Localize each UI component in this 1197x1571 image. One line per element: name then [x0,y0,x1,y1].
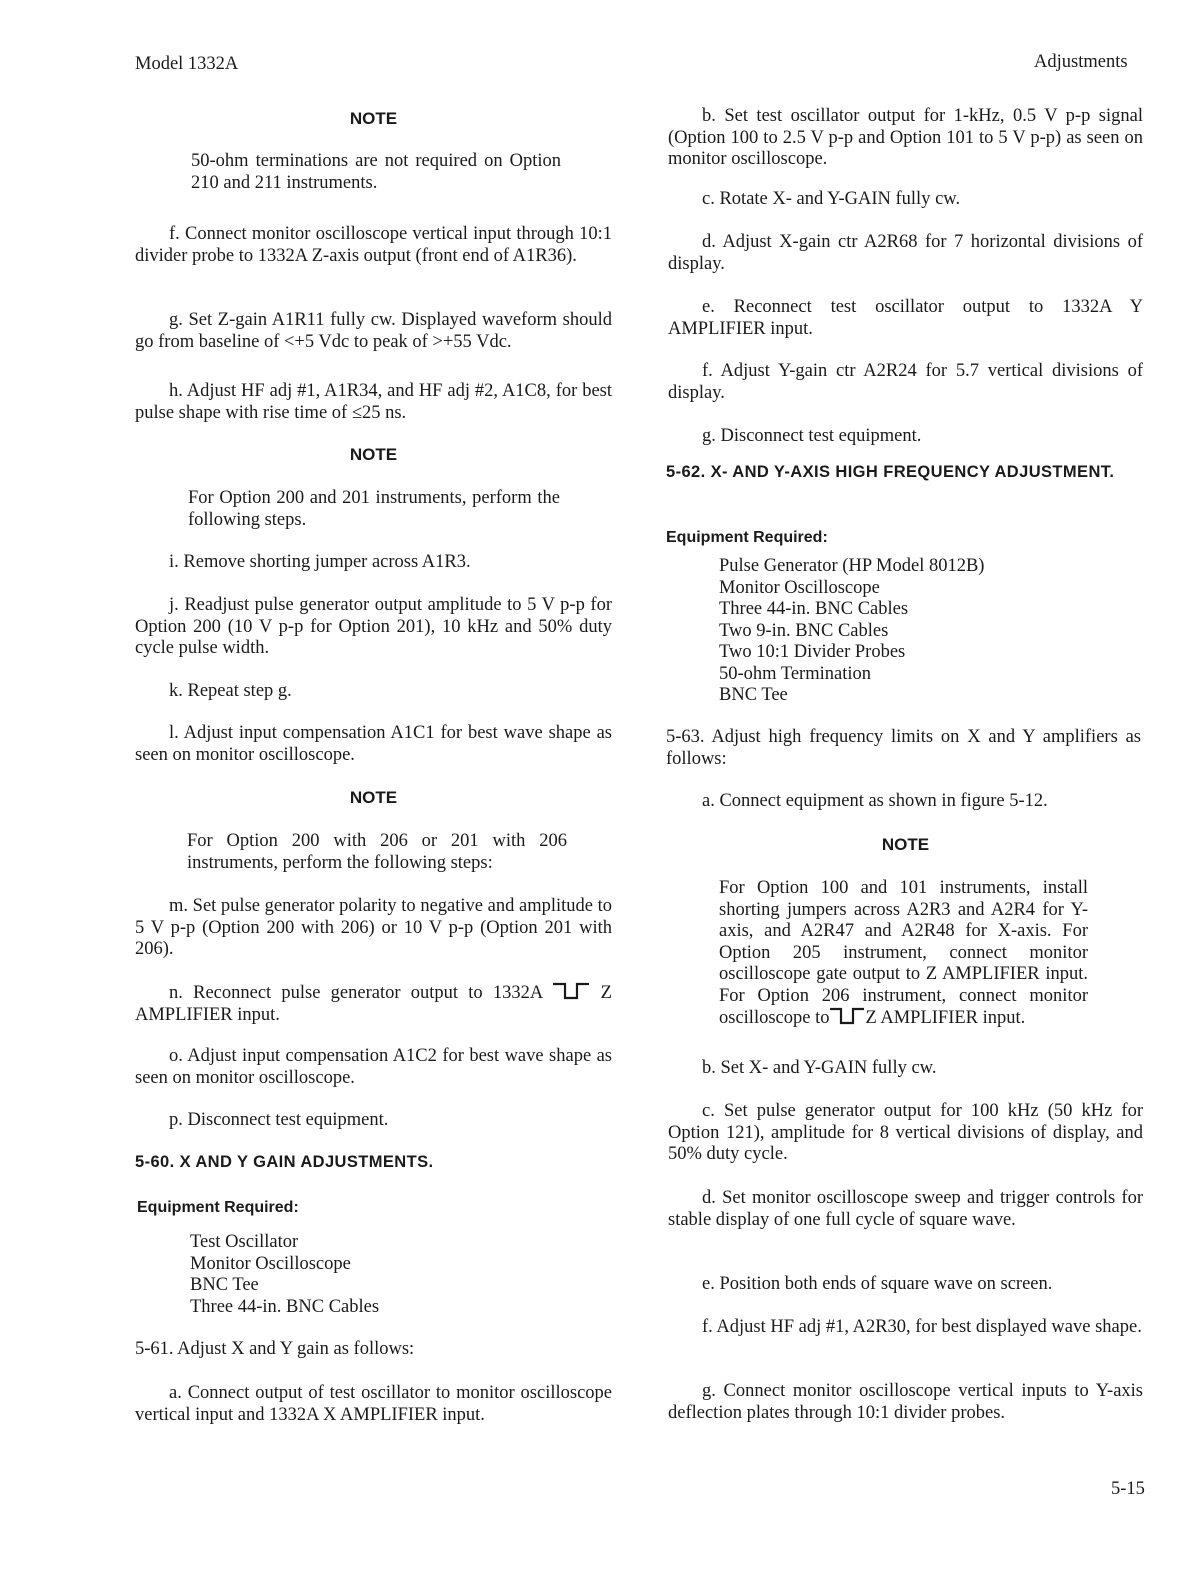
note-title: NOTE [349,109,398,128]
step-i: i. Remove shorting jumper across A1R3. [169,552,471,572]
step-j: j. Readjust pulse generator output amplitude to 5 V p-p for Option 200 (10 V p-p for Option 201), 10 kHz and 50% duty cycle pulse width. [135,595,612,658]
note-title: NOTE [881,835,930,854]
list-item: 50-ohm Termination [719,663,871,684]
step-g2: g. Connect monitor oscilloscope vertical inputs to Y-axis deflection plates through 10:1 divider probes. [668,1381,1143,1423]
step-b: b. Set test oscillator output for 1-kHz, 0.5 V p-p signal (Option 100 to 2.5 V p-p and Option 101 to 5 V p-p) as seen on monitor oscilloscope. [668,106,1143,169]
equipment-list [719,556,984,707]
step-o: o. Adjust input compensation A1C2 for best wave shape as seen on monitor oscilloscope. [135,1046,612,1088]
note-text-end: Z AMPLIFIER input. [865,1008,1026,1028]
equipment-list [190,1232,379,1318]
note-body [719,878,1088,1030]
step-e: e. Reconnect test oscillator output to 1332A Y AMPLIFIER input. [668,297,1143,339]
step-f: f. Adjust Y-gain ctr A2R24 for 5.7 vertical divisions of display. [668,361,1143,403]
step-a: a. Connect equipment as shown in figure 5-12. [702,791,1048,811]
step-d2: d. Set monitor oscilloscope sweep and trigger controls for stable display of one full cycle of square wave. [668,1188,1143,1230]
gate-pulse-icon [552,982,590,1000]
step-e2: e. Position both ends of square wave on screen. [702,1274,1053,1294]
para-5-63: 5-63. Adjust high frequency limits on X and Y amplifiers as follows: [666,727,1141,769]
list-item: Test Oscillator [190,1232,299,1252]
left-column [135,0,612,1571]
header-section: Adjustments [1034,52,1128,72]
section-heading-5-60: 5-60. X AND Y GAIN ADJUSTMENTS. [135,1153,434,1171]
step-m: m. Set pulse generator polarity to negative and amplitude to 5 V p-p (Option 200 with 206) or 10 V p-p (Option 201 with 206). [135,896,612,959]
list-item: Monitor Oscilloscope [190,1253,351,1274]
list-item: Pulse Generator (HP Model 8012B) [719,556,985,576]
step-f: f. Connect monitor oscilloscope vertical input through 10:1 divider probe to 1332A Z-axis output (front end of A1R36). [135,224,612,266]
list-item: Three 44-in. BNC Cables [190,1296,380,1317]
note-text: For Option 100 and 101 instruments, install shorting jumpers across A2R3 and A2R4 for Y-axis, and A2R47 and A2R48 for X-axis. For Option 205 instrument, connect monitor oscilloscope gate output to Z AMPLIFIER input. For Option 206 instrument, connect monitor oscilloscope to [719,878,1088,1028]
header-model: Model 1332A [135,54,239,74]
step-c2: c. Set pulse generator output for 100 kHz (50 kHz for Option 121), amplitude for 8 vertical divisions of display, and 50% duty cycle. [668,1101,1143,1164]
para-5-61: 5-61. Adjust X and Y gain as follows: [135,1339,415,1359]
page-number: 5-15 [1111,1479,1145,1499]
step-k: k. Repeat step g. [169,681,292,701]
list-item: Three 44-in. BNC Cables [719,599,909,619]
right-column [668,0,1143,1571]
list-item: BNC Tee [190,1275,259,1295]
step-l: l. Adjust input compensation A1C1 for best wave shape as seen on monitor oscilloscope. [135,723,612,765]
step-n [135,982,612,1026]
step-b2: b. Set X- and Y-GAIN fully cw. [702,1058,937,1078]
step-n-text: n. Reconnect pulse generator output to 1332A [169,983,553,1003]
section-heading-5-62: 5-62. X- AND Y-AXIS HIGH FREQUENCY ADJUSTMENT. [666,463,1115,481]
list-item: Two 9-in. BNC Cables [719,620,889,641]
list-item: BNC Tee [719,685,788,705]
step-p: p. Disconnect test equipment. [169,1110,389,1130]
note-title: NOTE [349,788,398,807]
step-g: g. Disconnect test equipment. [702,426,922,446]
note-body: For Option 200 and 201 instruments, perform the following steps. [188,488,560,530]
note-title: NOTE [349,445,398,464]
list-item: Two 10:1 Divider Probes [719,642,906,662]
equipment-required-label: Equipment Required: [137,1199,299,1216]
note-body: For Option 200 with 206 or 201 with 206 instruments, perform the following steps: [187,831,567,873]
step-f2: f. Adjust HF adj #1, A2R30, for best displayed wave shape. [702,1317,1142,1337]
equipment-required-label: Equipment Required: [666,529,828,546]
step-c: c. Rotate X- and Y-GAIN fully cw. [702,189,961,209]
step-g: g. Set Z-gain A1R11 fully cw. Displayed waveform should go from baseline of <+5 Vdc to peak of >+55 Vdc. [135,310,612,352]
step-a: a. Connect output of test oscillator to monitor oscilloscope vertical input and 1332A X AMPLIFIER input. [135,1383,612,1425]
step-h: h. Adjust HF adj #1, A1R34, and HF adj #2, A1C8, for best pulse shape with rise time of ≤25 ns. [135,381,612,423]
list-item: Monitor Oscilloscope [719,577,880,598]
step-n-text-end: Z AMPLIFIER input. [135,983,612,1025]
gate-pulse-icon [829,1007,865,1025]
note-body: 50-ohm terminations are not required on Option 210 and 211 instruments. [191,151,561,193]
step-d: d. Adjust X-gain ctr A2R68 for 7 horizontal divisions of display. [668,232,1143,274]
